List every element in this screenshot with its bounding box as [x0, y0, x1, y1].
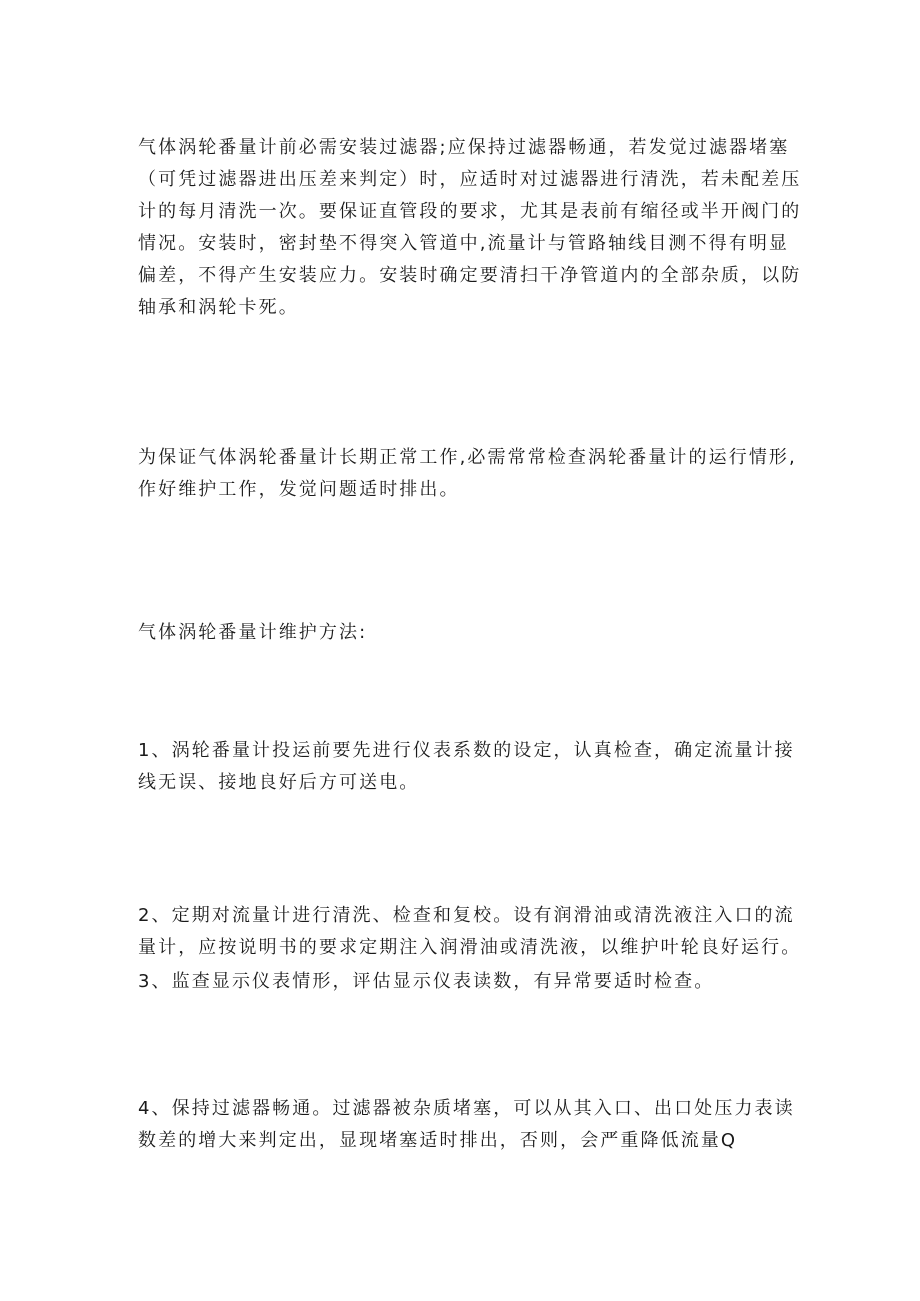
list-item-3: 3、监查显示仪表情形，评估显示仪表读数，有异常要适时检查。	[138, 971, 715, 992]
list-item-4: 4、保持过滤器畅通。过滤器被杂质堵塞，可以从其入口、出口处压力表读数差的增大来判定出，显现堵塞适时排出，否则，会严重降低流量Q	[138, 1098, 795, 1151]
paragraph-installation: 气体涡轮番量计前必需安装过滤器;应保持过滤器畅通，若发觉过滤器堵塞（可凭过滤器进出压差来判定）时，应适时对过滤器进行清洗，若未配差压计的每月清洗一次。要保证直管段的要求，尤其是表前有缩径或半开阀门的情况。安装时，密封垫不得突入管道中,流量计与管路轴线目测不得有明显偏差，不得产生安装应力。安装时确定要清扫干净管道内的全部杂质，以防轴承和涡轮卡死。	[138, 137, 802, 318]
section-heading-maintenance-methods: 气体涡轮番量计维护方法:	[138, 622, 368, 643]
paragraph-maintenance-intro: 为保证气体涡轮番量计长期正常工作,必需常常检查涡轮番量计的运行情形,作好维护工作，发觉问题适时排出。	[138, 447, 797, 500]
list-item-2: 2、定期对流量计进行清洗、检查和复校。设有润滑油或清洗液注入口的流量计，应按说明书的要求定期注入润滑油或清洗液，以维护叶轮良好运行。	[138, 905, 802, 958]
list-item-1: 1、涡轮番量计投运前要先进行仪表系数的设定，认真检查，确定流量计接线无误、接地良好后方可送电。	[138, 740, 795, 793]
